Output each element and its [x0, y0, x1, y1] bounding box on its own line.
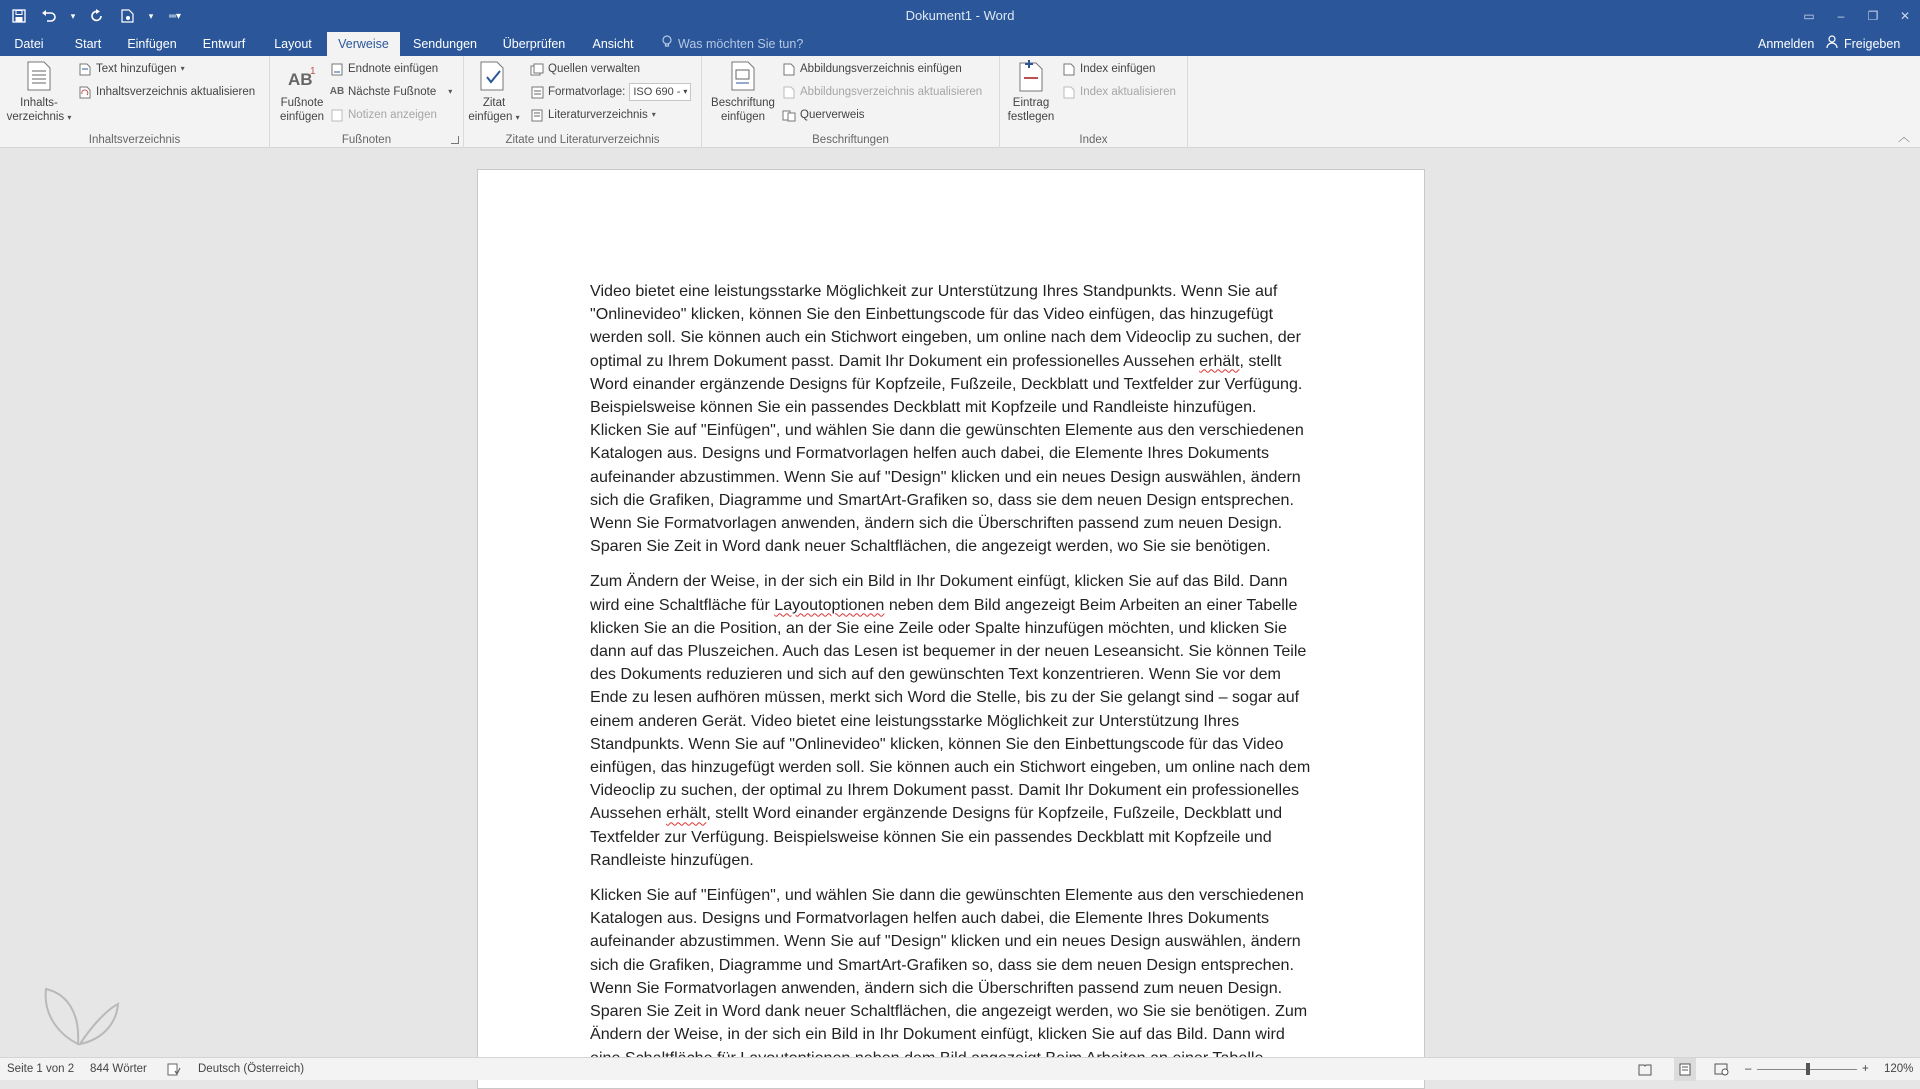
proofing-icon[interactable] — [167, 1058, 181, 1081]
group-label-toc: Inhaltsverzeichnis — [88, 134, 181, 146]
update-index-button[interactable] — [1062, 82, 1176, 102]
tab-datei[interactable]: Datei — [14, 37, 44, 51]
bibliography-icon — [530, 108, 544, 122]
read-mode-icon[interactable] — [1638, 1058, 1652, 1081]
word-count[interactable]: 844 Wörter — [90, 1063, 147, 1075]
update-table-button[interactable] — [782, 82, 982, 102]
toc-button[interactable] — [4, 60, 74, 125]
style-label: Formatvorlage: — [548, 86, 626, 98]
document-body[interactable] — [590, 280, 1312, 1082]
cross-reference-icon — [782, 108, 796, 122]
update-index-label: Index aktualisieren — [1080, 86, 1176, 98]
spelling-error[interactable]: erhält — [666, 804, 707, 823]
footnote-icon — [286, 60, 318, 92]
footnotes-dialog-launcher-icon[interactable] — [451, 136, 459, 144]
group-toc — [0, 56, 270, 148]
update-index-icon — [1062, 85, 1076, 99]
insert-citation-label-1: Zitat — [482, 97, 506, 109]
group-footnotes — [270, 56, 464, 148]
chevron-down-icon: ▾ — [448, 87, 453, 96]
group-label-citations: Zitate und Literaturverzeichnis — [505, 134, 660, 146]
update-table-label: Abbildungsverzeichnis aktualisieren — [800, 86, 983, 98]
print-layout-icon[interactable] — [1674, 1058, 1696, 1081]
mark-entry-label-2: festlegen — [1007, 111, 1055, 123]
zoom-level[interactable]: 120% — [1884, 1063, 1914, 1075]
undo-icon[interactable] — [36, 3, 62, 29]
insert-footnote-label-1: Fußnote — [280, 97, 324, 109]
table-of-figures-icon — [782, 62, 796, 76]
window-controls — [1800, 0, 1914, 32]
chevron-down-icon: ▾ — [651, 110, 656, 119]
document-page[interactable] — [477, 169, 1425, 1089]
close-icon[interactable]: ✕ — [1899, 9, 1911, 23]
tab-start[interactable]: Start — [74, 37, 102, 51]
insert-citation-label-2: einfügen — [468, 111, 513, 123]
document-canvas[interactable] — [0, 149, 1920, 1057]
next-footnote-icon: AB — [329, 86, 345, 97]
mark-entry-label-1: Eintrag — [1012, 97, 1050, 109]
cross-reference-label: Querverweis — [800, 109, 865, 121]
citation-icon — [478, 60, 510, 92]
insert-index-button[interactable] — [1062, 59, 1155, 79]
zoom-out-button[interactable]: – — [1745, 1063, 1752, 1075]
manage-sources-label: Quellen verwalten — [548, 63, 641, 75]
insert-caption-label-2: einfügen — [720, 111, 766, 123]
toc-label-2: verzeichnis — [6, 111, 65, 123]
toc-label-1: Inhalts- — [20, 97, 58, 109]
insert-index-icon — [1062, 62, 1076, 76]
next-footnote-button[interactable] — [330, 82, 452, 102]
spelling-error[interactable]: Layoutoptionen — [774, 595, 885, 614]
customize-qat-icon[interactable]: ═▾ — [168, 10, 182, 22]
update-toc-label: Inhaltsverzeichnis aktualisieren — [96, 86, 256, 98]
paragraph-1[interactable]: Video bietet eine leistungsstarke Möglichkeit zur Unterstützung Ihres Standpunkts. Wenn Sie auf "Onlinevideo" klicken, können Sie den Einbettungscode für das Video einfügen, das hinzugefügt werden soll. Sie können auch ein Stichwort eingeben, um online nach dem Videoclip zu suchen, der optimal zu Ihrem Dokument passt. Damit Ihr Dokument ein professionelles Aussehen erhält, stellt Word einander ergänzende Designs für Kopfzeile, Fußzeile, Deckblatt und Textfelder zur Verfügung. Beispielsweise können Sie ein passendes Deckblatt mit Kopfzeile und Randleiste hinzufügen. Klicken Sie auf "Einfügen", und wählen Sie dann die gewünschten Elemente aus den verschiedenen Katalogen aus. Designs und Formatvorlagen helfen auch dabei, die Elemente Ihres Dokuments aufeinander abzustimmen. Wenn Sie auf "Design" klicken und ein neues Design auswählen, ändern sich die Grafiken, Diagramme und SmartArt-Grafiken so, dass sie dem neuen Design entsprechen. Wenn Sie Formatvorlagen anwenden, ändern sich die Überschriften passend zum neuen Design. Sparen Sie Zeit in Word dank neuer Schaltflächen, die angezeigt werden, wo Sie sie benötigen. — [590, 282, 1304, 556]
tab-verweise[interactable]: Verweise — [327, 32, 400, 56]
insert-endnote-button[interactable] — [330, 59, 438, 79]
group-label-captions: Beschriftungen — [812, 134, 889, 146]
update-toc-icon — [78, 85, 92, 99]
next-footnote-label: Nächste Fußnote — [348, 86, 437, 98]
ribbon-display-options-icon[interactable]: ▭ — [1803, 9, 1815, 23]
paragraph-2[interactable]: Zum Ändern der Weise, in der sich ein Bild in Ihr Dokument einfügt, klicken Sie auf das Bild. Dann wird eine Schaltfläche für Layoutoptionen neben dem Bild angezeigt Beim Arbeiten an einer Tabelle klicken Sie an die Position, an der Sie eine Zeile oder Spalte hinzufügen möchten, und klicken Sie dann auf das Pluszeichen. Auch das Lesen ist bequemer in der neuen Leseansicht. Sie können Teile des Dokuments reduzieren und sich auf den gewünschten Text konzentrieren. Wenn Sie vor dem Ende zu lesen aufhören müssen, merkt sich Word die Stelle, bis zu der Sie gelangt sind – sogar auf einem anderen Gerät. Video bietet eine leistungsstarke Möglichkeit zur Unterstützung Ihres Standpunkts. Wenn Sie auf "Onlinevideo" klicken, können Sie den Einbettungscode für das Video einfügen, das hinzugefügt werden soll. Sie können auch ein Stichwort eingeben, um online nach dem Videoclip zu suchen, der optimal zu Ihrem Dokument passt. Damit Ihr Dokument ein professionelles Aussehen erhält, stellt Word einander ergänzende Designs für Kopfzeile, Fußzeile, Deckblatt und Textfelder zur Verfügung. Beispielsweise können Sie ein passendes Deckblatt mit Kopfzeile und Randleiste hinzufügen. — [590, 572, 1311, 869]
insert-table-of-figures-label: Abbildungsverzeichnis einfügen — [800, 63, 962, 75]
tab-ansicht[interactable]: Ansicht — [592, 37, 634, 51]
tab-entwurf[interactable]: Entwurf — [202, 37, 246, 51]
add-text-button[interactable] — [78, 59, 185, 79]
chevron-down-icon: ▾ — [683, 87, 688, 96]
insert-index-label: Index einfügen — [1080, 63, 1156, 75]
show-notes-button[interactable] — [330, 105, 437, 125]
cross-reference-button[interactable] — [782, 105, 865, 125]
title-bar — [0, 0, 1920, 32]
group-label-index: Index — [1079, 134, 1108, 146]
mark-entry-icon — [1015, 60, 1047, 92]
svg-text:1: 1 — [310, 66, 316, 77]
insert-citation-button[interactable] — [468, 60, 520, 125]
lightbulb-icon — [662, 32, 672, 56]
mark-entry-button[interactable] — [1002, 60, 1060, 124]
paragraph-3[interactable]: Klicken Sie auf "Einfügen", und wählen Sie dann die gewünschten Elemente aus den verschiedenen Katalogen aus. Designs und Formatvorlagen helfen auch dabei, die Elemente Ihres Dokuments aufeinander abzustimmen. Wenn Sie auf "Design" klicken und ein neues Design auswählen, ändern sich die Grafiken, Diagramme und SmartArt-Grafiken so, dass sie dem neuen Design entsprechen. Wenn Sie Formatvorlagen anwenden, ändern sich die Überschriften passend zum neuen Design. Sparen Sie Zeit in Word dank neuer Schaltflächen, die angezeigt werden, wo Sie sie benötigen. Zum Ändern der Weise, in der sich ein Bild in Ihr Dokument einfügt, klicken Sie auf das Bild. Dann wird — [590, 886, 1308, 1044]
redo-icon[interactable] — [84, 3, 110, 29]
tab-ueberpruefen[interactable]: Überprüfen — [502, 37, 566, 51]
style-icon — [530, 85, 544, 99]
tab-einfuegen[interactable]: Einfügen — [127, 37, 177, 51]
zoom-in-button[interactable]: + — [1862, 1063, 1869, 1075]
add-text-icon — [78, 62, 92, 76]
insert-table-of-figures-button[interactable] — [782, 59, 962, 79]
signin-link[interactable]: Anmelden — [1758, 37, 1815, 51]
restore-icon[interactable]: ❐ — [1867, 9, 1879, 23]
tab-sendungen[interactable]: Sendungen — [413, 37, 477, 51]
manage-sources-button[interactable] — [530, 59, 640, 79]
chevron-down-icon: ▾ — [180, 64, 185, 73]
bibliography-label: Literaturverzeichnis — [548, 109, 648, 121]
zoom-slider-thumb[interactable] — [1806, 1063, 1810, 1075]
tab-layout[interactable]: Layout — [274, 37, 312, 51]
quick-access-toolbar — [6, 0, 188, 32]
ribbon-collapse-icon[interactable]: ︿ — [1897, 130, 1910, 144]
svg-text:AB: AB — [288, 70, 313, 89]
undo-dropdown-icon[interactable]: ▾ — [70, 10, 76, 21]
person-icon — [1826, 32, 1838, 56]
window-title: Dokument1 - Word — [905, 8, 1015, 23]
spelling-error[interactable]: erhält — [1199, 351, 1240, 370]
bibliography-button[interactable] — [530, 105, 656, 125]
page-count[interactable]: Seite 1 von 2 — [7, 1063, 75, 1075]
insert-endnote-label: Endnote einfügen — [348, 63, 439, 75]
butterfly-watermark-icon — [38, 974, 122, 1054]
group-label-footnotes: Fußnoten — [341, 134, 392, 146]
insert-caption-label-1: Beschriftung — [711, 97, 775, 109]
group-citations — [464, 56, 702, 148]
language[interactable]: Deutsch (Österreich) — [198, 1063, 305, 1075]
share-button[interactable] — [1826, 32, 1900, 56]
chevron-down-icon: ▾ — [67, 113, 72, 122]
update-toc-button[interactable] — [78, 82, 255, 102]
touch-mode-dropdown-icon[interactable]: ▾ — [148, 10, 154, 21]
group-index — [1000, 56, 1188, 148]
insert-footnote-label-2: einfügen — [279, 111, 325, 123]
chevron-down-icon: ▾ — [515, 113, 520, 122]
style-select[interactable] — [629, 83, 691, 101]
save-icon[interactable] — [6, 3, 32, 29]
status-bar — [0, 1057, 1920, 1080]
add-text-label: Text hinzufügen — [96, 63, 177, 75]
ribbon-tabs — [0, 32, 1920, 56]
tell-me-label: Was möchten Sie tun? — [678, 37, 804, 51]
show-notes-label: Notizen anzeigen — [348, 109, 437, 121]
group-captions — [702, 56, 1000, 148]
style-select-value: ISO 690 - — [633, 86, 681, 98]
manage-sources-icon — [530, 62, 544, 76]
ribbon — [0, 56, 1920, 148]
web-layout-icon[interactable] — [1714, 1058, 1729, 1081]
insert-caption-button[interactable] — [706, 60, 780, 124]
insert-footnote-button[interactable] — [276, 60, 328, 124]
update-table-icon — [782, 85, 796, 99]
show-notes-icon — [330, 108, 344, 122]
minimize-icon[interactable]: – — [1837, 9, 1845, 23]
caption-icon — [727, 60, 759, 92]
endnote-icon — [330, 62, 344, 76]
toc-icon — [23, 60, 55, 92]
share-label: Freigeben — [1844, 37, 1901, 51]
tell-me-box[interactable] — [662, 32, 803, 56]
touch-mode-icon[interactable] — [114, 3, 140, 29]
citation-style-control — [530, 82, 691, 102]
